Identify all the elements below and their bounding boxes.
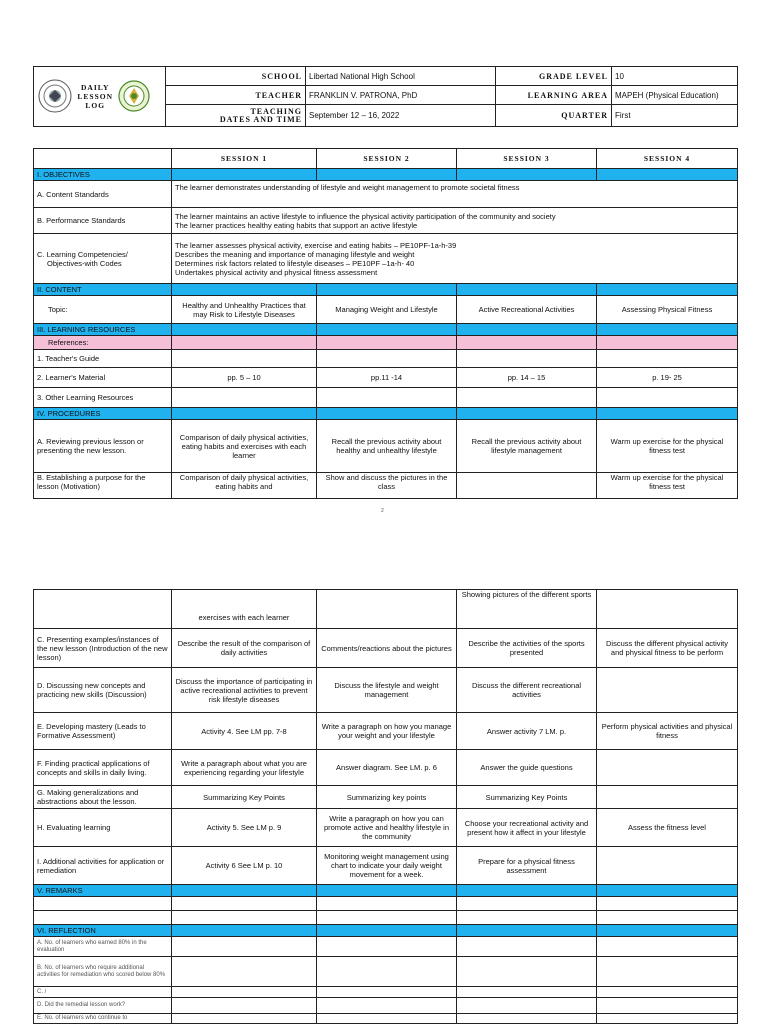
procedure-a-session-1: Comparison of daily physical activities, eating habits and exercises with each learner — [172, 420, 317, 473]
competencies-label: C. Learning Competencies/ Objectives-with Codes — [34, 234, 172, 284]
procedure-e-session-4: Perform physical activities and physical fitness — [597, 713, 738, 750]
teacher-label: TEACHER — [166, 86, 306, 105]
procedure-c-session-3: Describe the activities of the sports presented — [457, 629, 597, 668]
other-resources-label: 3. Other Learning Resources — [34, 388, 172, 408]
lesson-table-page1 — [33, 148, 738, 499]
reflection-heading: VI. REFLECTION — [34, 925, 172, 937]
reflection-d-label: D. Did the remedial lesson work? — [34, 998, 172, 1014]
lm-pages-session-2: pp.11 -14 — [317, 368, 457, 388]
procedure-e-session-1: Activity 4. See LM pp. 7-8 — [172, 713, 317, 750]
content-heading: II. CONTENT — [34, 284, 172, 296]
quarter-label: QUARTER — [496, 105, 612, 127]
procedure-g-session-1: Summarizing Key Points — [172, 786, 317, 809]
procedure-d-label: D. Discussing new concepts and practicing new skills (Discussion) — [34, 668, 172, 713]
dates-label: TEACHING DATES AND TIME — [166, 105, 306, 127]
remarks-heading: V. REMARKS — [34, 885, 172, 897]
procedure-f-label: F. Finding practical applications of concepts and skills in daily living. — [34, 750, 172, 786]
procedure-g-session-3: Summarizing Key Points — [457, 786, 597, 809]
procedure-i-session-3: Prepare for a physical fitness assessment — [457, 847, 597, 885]
performance-standards-label: B. Performance Standards — [34, 208, 172, 234]
sessions-header-row — [34, 149, 738, 169]
lm-pages-session-4: p. 19- 25 — [597, 368, 738, 388]
procedure-f-session-1: Write a paragraph about what you are experiencing regarding your lifestyle — [172, 750, 317, 786]
procedure-b-label: B. Establishing a purpose for the lesson (Motivation) — [34, 473, 172, 499]
session-4-header: SESSION 4 — [597, 149, 738, 169]
procedure-e-label: E. Developing mastery (Leads to Formative Assessment) — [34, 713, 172, 750]
procedure-e-session-2: Write a paragraph on how you manage your weight and your lifestyle — [317, 713, 457, 750]
school-label: SCHOOL — [166, 67, 306, 86]
procedure-g-label: G. Making generalizations and abstractions about the lesson. — [34, 786, 172, 809]
procedure-d-session-1: Discuss the importance of participating in active recreational activities to prevent risk lifestyle diseases — [172, 668, 317, 713]
procedure-b-session-1: Comparison of daily physical activities, eating habits and — [172, 473, 317, 499]
content-standards-label: A. Content Standards — [34, 181, 172, 208]
procedure-h-session-3: Choose your recreational activity and present how it affect in your lifestyle — [457, 809, 597, 847]
resources-heading: III. LEARNING RESOURCES — [34, 324, 172, 336]
competencies-text: The learner assesses physical activity, exercise and eating habits – PE10PF-1a-h-39 Describes the meaning and importance of managing lifestyle and weight Determines risk factors related to lifestyle diseases – PE10PF –1a-h- 40 Undertakes physical activity and physical fitness assessment — [172, 234, 738, 284]
procedure-e-session-3: Answer activity 7 LM. p. — [457, 713, 597, 750]
procedure-d-session-4 — [597, 668, 738, 713]
topic-session-4: Assessing Physical Fitness — [597, 296, 738, 324]
grade-label: GRADE LEVEL — [496, 67, 612, 86]
procedure-f-session-3: Answer the guide questions — [457, 750, 597, 786]
session-2-header: SESSION 2 — [317, 149, 457, 169]
procedure-i-session-2: Monitoring weight management using chart to indicate your daily weight movement for a week. — [317, 847, 457, 885]
header-table — [33, 66, 738, 127]
session-3-header: SESSION 3 — [457, 149, 597, 169]
procedure-c-label: C. Presenting examples/instances of the new lesson (Introduction of the new lesson) — [34, 629, 172, 668]
procedure-f-session-2: Answer diagram. See LM. p. 6 — [317, 750, 457, 786]
procedure-h-label: H. Evaluating learning — [34, 809, 172, 847]
session-1-header: SESSION 1 — [172, 149, 317, 169]
topic-session-3: Active Recreational Activities — [457, 296, 597, 324]
content-standards-text: The learner demonstrates understanding of lifestyle and weight management to promote societal fitness — [172, 181, 738, 208]
lesson-table-page2 — [33, 589, 738, 1024]
lm-pages-session-3: pp. 14 – 15 — [457, 368, 597, 388]
procedure-h-session-4: Assess the fitness level — [597, 809, 738, 847]
daily-lesson-log-title: DAILY LESSON LOG — [77, 83, 114, 110]
continued-session-1: exercises with each learner — [172, 590, 317, 629]
procedure-i-label: I. Additional activities for application or remediation — [34, 847, 172, 885]
procedure-c-session-2: Comments/reactions about the pictures — [317, 629, 457, 668]
procedure-b-session-4: Warm up exercise for the physical fitness test — [597, 473, 738, 499]
quarter-value: First — [612, 105, 738, 127]
school-seal-icon — [118, 80, 150, 114]
school-value: Libertad National High School — [306, 67, 496, 86]
reflection-b-label: B. No. of learners who require additional activities for remediation who scored below 80% — [34, 957, 172, 987]
deped-seal-icon — [38, 79, 72, 115]
objectives-heading: I. OBJECTIVES — [34, 169, 172, 181]
dates-value: September 12 – 16, 2022 — [306, 105, 496, 127]
page-number: 2 — [381, 508, 384, 514]
procedure-i-session-1: Activity 6 See LM p. 10 — [172, 847, 317, 885]
procedure-a-session-3: Recall the previous activity about lifestyle management — [457, 420, 597, 473]
topic-session-1: Healthy and Unhealthy Practices that may Risk to Lifestyle Diseases — [172, 296, 317, 324]
procedure-a-label: A. Reviewing previous lesson or presenting the new lesson. — [34, 420, 172, 473]
procedure-f-session-4 — [597, 750, 738, 786]
performance-standards-text: The learner maintains an active lifestyle to influence the physical activity participation of the community and society The learner practices healthy eating habits that support an active lifestyle — [172, 208, 738, 234]
procedure-h-session-1: Activity 5. See LM p. 9 — [172, 809, 317, 847]
procedure-g-session-4 — [597, 786, 738, 809]
header-logo-cell — [34, 67, 166, 127]
continued-label-cell — [34, 590, 172, 629]
procedure-g-session-2: Summarizing key points — [317, 786, 457, 809]
continued-session-3: Showing pictures of the different sports — [457, 590, 597, 629]
reflection-e-label: E. No. of learners who continue to — [34, 1014, 172, 1024]
procedure-b-session-3 — [457, 473, 597, 499]
procedure-b-session-2: Show and discuss the pictures in the class — [317, 473, 457, 499]
area-label: LEARNING AREA — [496, 86, 612, 105]
procedures-heading: IV. PROCEDURES — [34, 408, 172, 420]
procedure-a-session-2: Recall the previous activity about healthy and unhealthy lifestyle — [317, 420, 457, 473]
reflection-a-label: A. No. of learners who earned 80% in the evaluation — [34, 937, 172, 957]
procedure-c-session-4: Discuss the different physical activity and physical fitness to be perform — [597, 629, 738, 668]
grade-value: 10 — [612, 67, 738, 86]
teachers-guide-label: 1. Teacher's Guide — [34, 350, 172, 368]
continued-session-4 — [597, 590, 738, 629]
procedure-c-session-1: Describe the result of the comparison of daily activities — [172, 629, 317, 668]
topic-session-2: Managing Weight and Lifestyle — [317, 296, 457, 324]
continued-session-2 — [317, 590, 457, 629]
area-value: MAPEH (Physical Education) — [612, 86, 738, 105]
references-label: References: — [34, 336, 172, 350]
reflection-c-label: C. / — [34, 987, 172, 998]
learners-material-label: 2. Learner's Material — [34, 368, 172, 388]
procedure-d-session-2: Discuss the lifestyle and weight management — [317, 668, 457, 713]
topic-label: Topic: — [34, 296, 172, 324]
procedure-a-session-4: Warm up exercise for the physical fitness test — [597, 420, 738, 473]
procedure-h-session-2: Write a paragraph on how you can promote active and healthy lifestyle in the community — [317, 809, 457, 847]
procedure-d-session-3: Discuss the different recreational activities — [457, 668, 597, 713]
lm-pages-session-1: pp. 5 – 10 — [172, 368, 317, 388]
procedure-i-session-4 — [597, 847, 738, 885]
teacher-value: FRANKLIN V. PATRONA, PhD — [306, 86, 496, 105]
